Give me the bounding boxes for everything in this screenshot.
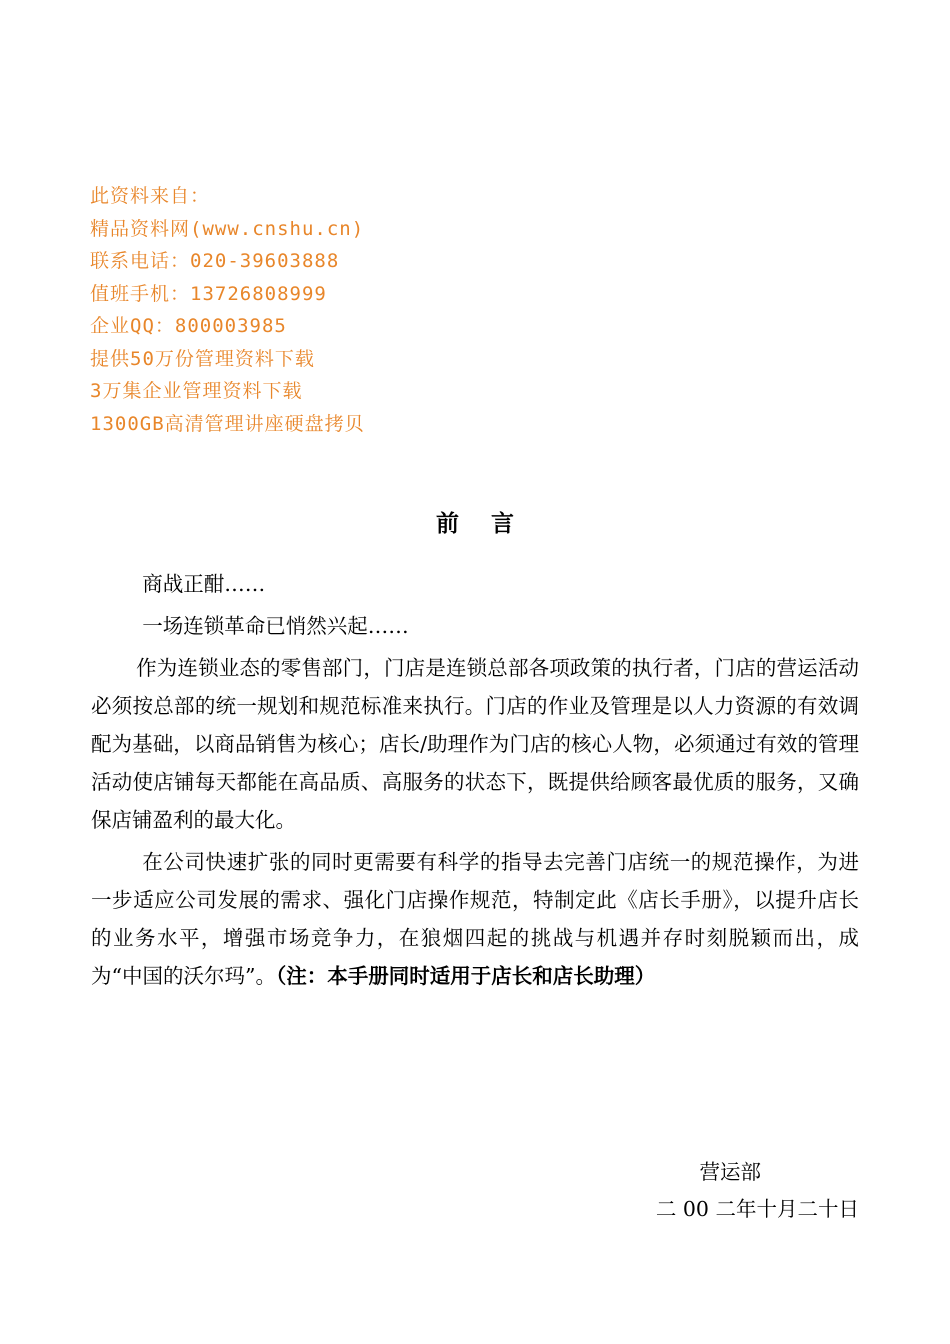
source-line-header: 此资料来自： [90, 185, 211, 207]
signature-date: 二 00 二年十月二十日 [655, 1197, 859, 1221]
paragraph-2: 一场连锁革命已悄然兴起…… [142, 614, 409, 638]
signature-department: 营运部 [699, 1160, 761, 1184]
paragraph-4-note: （注：本手册同时适用于店长和店长助理） [275, 964, 656, 988]
source-line-mobile: 值班手机：13726808999 [90, 282, 327, 305]
source-line-offer-3: 1300GB高清管理讲座硬盘拷贝 [90, 412, 365, 435]
paragraph-3-text: 作为连锁业态的零售部门，门店是连锁总部各项政策的执行者，门店的营运活动必须按总部的统一规划和规范标准来执行。门店的作业及管理是以人力资源的有效调配为基础，以商品销售为核心；店长/助理作为门店的核心人物，必须通过有效的管理活动使店铺每天都能在高品质、高服务的状态下，既提供给顾客最优质的服务，又确保店铺盈利的最大化。 [91, 656, 859, 832]
paragraph-1: 商战正酣…… [142, 572, 266, 596]
source-line-qq: 企业QQ：800003985 [90, 315, 287, 337]
paragraph-3 [91, 649, 859, 839]
source-info-block [90, 180, 690, 440]
source-line-website: 精品资料网(www.cnshu.cn) [90, 217, 365, 240]
source-line-phone: 联系电话：020-39603888 [90, 250, 340, 272]
page-title: 前 言 [435, 510, 515, 537]
paragraph-4 [91, 843, 859, 995]
source-line-offer-2: 3万集企业管理资料下载 [90, 380, 303, 402]
source-line-offer-1: 提供50万份管理资料下载 [90, 347, 315, 370]
paragraph-4-text: 在公司快速扩张的同时更需要有科学的指导去完善门店统一的规范操作，为进一步适应公司发展的需求、强化门店操作规范，特制定此《店长手册》，以提升店长的业务水平，增强市场竞争力，在狼烟四起的挑战与机遇并存时刻脱颖而出，成为“中国的沃尔玛”。 [91, 850, 859, 988]
document-body [91, 565, 859, 996]
